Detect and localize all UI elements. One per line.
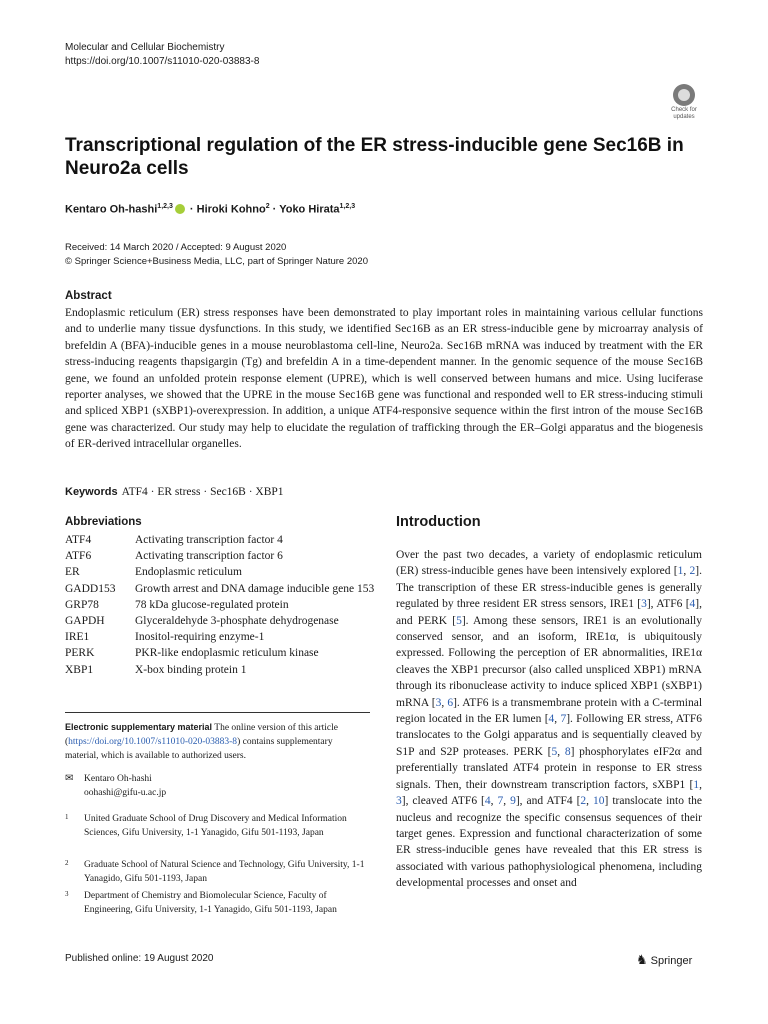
publisher-name: Springer (650, 955, 693, 967)
intro-text-run: , (503, 795, 511, 808)
citation-link[interactable]: 7 (560, 713, 567, 726)
intro-text-run: ], ATF6 [ (646, 598, 690, 611)
citation-link[interactable]: 4 (689, 598, 696, 611)
corresponding-email[interactable]: oohashi@gifu-u.ac.jp (84, 788, 167, 798)
journal-name: Molecular and Cellular Biochemistry (65, 42, 225, 53)
publisher-logo (636, 952, 692, 968)
abbreviation-definition: X-box binding protein 1 (135, 663, 247, 676)
corresponding-author: Kentaro Oh-hashi (84, 774, 152, 784)
author-affiliation-sup: 1,2,3 (157, 203, 173, 210)
affiliation-text: United Graduate School of Drug Discovery and Medical Information Sciences, Gifu University, 1-1 Yanagido, Gifu 501-1193, Japan (84, 814, 347, 838)
esm-label: Electronic supplementary material (65, 722, 213, 732)
abbreviation-definition: Activating transcription factor 6 (135, 550, 283, 563)
affiliation-number: 1 (65, 813, 69, 821)
badge-line-2: updates (673, 114, 695, 120)
keywords (65, 486, 284, 498)
author-separator: · (269, 203, 280, 216)
abbreviation-row (65, 532, 375, 548)
abbreviation-term: ATF4 (65, 534, 92, 546)
abbreviation-definition: PKR-like endoplasmic reticulum kinase (135, 647, 319, 660)
abbreviation-definition: Activating transcription factor 4 (135, 534, 283, 546)
abbreviation-term: IRE1 (65, 631, 90, 644)
footnote-divider (65, 712, 370, 713)
intro-text-run: , (557, 745, 565, 758)
article-title: Transcriptional regulation of the ER stress-inducible gene Sec16B in Neuro2a cells (65, 135, 684, 179)
affiliation-2 (65, 858, 365, 886)
abbreviation-term: GAPDH (65, 615, 105, 628)
author-affiliation-sup: 1,2,3 (339, 203, 356, 210)
affiliation-1 (65, 812, 365, 840)
author-name: Kentaro Oh-hashi (65, 203, 158, 216)
intro-text-run: ]. Following ER stress, ATF6 translocates to the Golgi apparatus and is sequentially cleaved by S1P and S2P proteases. PERK [ (396, 713, 702, 758)
intro-text-run: , (586, 795, 594, 808)
author-affiliation-sup: 2 (265, 203, 270, 210)
intro-text-run: Over the past two decades, a variety of endoplasmic reticulum (ER) stress-inducible genes have been intensively explored [ (396, 549, 702, 578)
abbreviation-term: XBP1 (65, 663, 94, 676)
author-list (65, 203, 355, 216)
abbreviation-definition: 78 kDa glucose-regulated protein (135, 598, 289, 611)
intro-text-run: ]. Among these sensors, IRE1 is an evolutionally conserved sensor, and an isoform, IRE1α, is ubiquitously expressed. Following the perception of ER abnormalities, IRE1α cleaves the XBP1 precursor (also called unspliced XBP1) mRNA through its ribonuclease activity to induce spliced XBP1 (sXBP1) mRNA [ (396, 614, 702, 709)
keywords-text: ATF4 · ER stress · Sec16B · XBP1 (121, 486, 284, 498)
citation-link[interactable]: 1 (677, 565, 684, 578)
abbreviation-row (65, 548, 375, 564)
affiliation-number: 2 (65, 859, 69, 867)
check-for-updates-icon (673, 84, 695, 106)
published-online: Published online: 19 August 2020 (65, 953, 214, 964)
journal-header (65, 41, 259, 69)
intro-text-run: ], cleaved ATF6 [ (401, 795, 485, 808)
abstract-heading: Abstract (65, 290, 112, 302)
abbreviations-table (65, 532, 375, 678)
esm-pre: The online version of this article ( (65, 723, 339, 747)
affiliation-text: Department of Chemistry and Biomolecular Science, Faculty of Engineering, Gifu University, 1-1 Yanagido, Gifu 501-1193, Japan (84, 891, 337, 915)
copyright: © Springer Science+Business Media, LLC, part of Springer Nature 2020 (65, 256, 368, 267)
intro-text-run: , (490, 795, 498, 808)
citation-link[interactable]: 4 (484, 795, 491, 808)
abbreviation-term: ATF6 (65, 550, 92, 563)
affiliation-3 (65, 889, 365, 917)
abbreviation-row (65, 613, 375, 629)
abbreviation-definition: Growth arrest and DNA damage inducible gene 153 (135, 582, 375, 595)
intro-text-run: , (554, 713, 561, 726)
citation-link[interactable]: 4 (548, 713, 555, 726)
citation-link[interactable]: 6 (447, 696, 454, 709)
introduction-heading: Introduction (396, 514, 481, 530)
abbreviation-term: GADD153 (65, 582, 116, 595)
abbreviation-term: GRP78 (65, 598, 99, 611)
intro-text-run: ]. The transcription of these ER stress-inducible genes is generally regulated by three resident ER stress sensors, IRE1 [ (396, 565, 702, 611)
article-doi[interactable]: https://doi.org/10.1007/s11010-020-03883-8 (65, 56, 260, 67)
intro-text-run: ], and PERK [ (396, 598, 702, 627)
abbreviation-term: ER (65, 566, 80, 579)
citation-link[interactable]: 5 (456, 614, 462, 627)
citation-link[interactable]: 5 (551, 745, 558, 758)
citation-link[interactable]: 9 (510, 795, 516, 808)
abbreviation-definition: Endoplasmic reticulum (135, 566, 242, 579)
esm-post: ) contains supplementary material, which is available to authorized users. (65, 737, 333, 761)
check-for-updates-badge[interactable] (664, 84, 704, 124)
intro-text-run: ] phosphorylates eIF2α and preferentially translated ATF4 protein in response to ER stress signals. Then, their downstream transcription factors, sXBP1 [ (396, 745, 703, 791)
envelope-icon: ✉ (65, 773, 74, 784)
esm-link[interactable]: https://doi.org/10.1007/s11010-020-03883-8 (68, 737, 238, 747)
intro-text-run: , (441, 696, 448, 709)
introduction-text (396, 547, 702, 892)
abbreviation-definition: Inositol-requiring enzyme-1 (135, 631, 265, 644)
abbreviation-row (65, 581, 375, 597)
supplementary-note (65, 720, 365, 763)
citation-link[interactable]: 8 (564, 745, 571, 758)
abbreviation-row (65, 597, 375, 613)
correspondence (65, 772, 166, 800)
abstract-text: Endoplasmic reticulum (ER) stress responses have been demonstrated to play important roles in maintaining various cellular functions and to underlie many tissue dysfunctions. In this study, we identified Sec16B as an ER stress-inducible gene by microarray analysis of brefeldin A (BFA)-inducible genes in a mouse neuroblastoma cell-line, Neuro2a. Sec16B mRNA was induced by treatment with the ER stress-inducing reagents thapsigargin (Tg) and brefeldin A in a time-dependent manner. In the genomic sequence of the mouse Sec16B gene, we found an unfolded protein response element (UPRE), which is well conserved between humans and mice. Using luciferase reporter analyses, we showed that the UPRE in the mouse Sec16B gene was functional and responded well to ER stress-inducing stimuli and spliced XBP1 (sXBP1)-overexpression. In addition, a unique ATF4-responsive sequence within the first intron of the mouse Sec16B gene was characterized. Our study may help to elucidate the regulation of trafficking through the ER–Golgi apparatus and the biogenesis of ER-derived intracellular organelles. (65, 307, 703, 451)
abbreviation-row (65, 564, 375, 580)
abbreviation-definition: Glyceraldehyde 3-phosphate dehydrogenase (135, 615, 339, 628)
author-name: Yoko Hirata (279, 203, 340, 216)
citation-link[interactable]: 1 (693, 778, 700, 791)
intro-text-run: ]. ATF6 is a transmembrane protein with a C-terminal region located in the ER lumen [ (396, 696, 703, 726)
abbreviation-row (65, 662, 375, 678)
abbreviation-row (65, 645, 375, 661)
abbreviations-heading: Abbreviations (65, 516, 142, 528)
citation-link[interactable]: 3 (435, 696, 442, 709)
citation-link[interactable]: 3 (641, 598, 647, 611)
citation-link[interactable]: 3 (396, 795, 402, 808)
abbreviation-row (65, 629, 375, 645)
citation-link[interactable]: 2 (580, 795, 587, 808)
received-accepted: Received: 14 March 2020 / Accepted: 9 August 2020 (65, 242, 287, 253)
author-name: Hiroki Kohno (196, 203, 266, 216)
intro-text-run: , (699, 778, 702, 791)
citation-link[interactable]: 10 (593, 795, 605, 808)
citation-link[interactable]: 7 (497, 795, 504, 808)
keywords-label: Keywords (65, 486, 118, 498)
springer-horse-icon: ♞ (636, 952, 648, 967)
badge-line-1: Check for (671, 107, 697, 113)
author-separator: · (186, 203, 197, 216)
citation-link[interactable]: 2 (689, 565, 696, 578)
abbreviation-term: PERK (65, 647, 95, 660)
orcid-icon[interactable] (175, 204, 185, 214)
article-dates (65, 241, 368, 269)
intro-text-run: , (683, 565, 690, 578)
affiliation-number: 3 (65, 890, 69, 898)
affiliation-text: Graduate School of Natural Science and Technology, Gifu University, 1-1 Yanagido, Gifu 501-1193, Japan (84, 860, 365, 884)
intro-text-run: ], and ATF4 [ (515, 795, 581, 808)
intro-text-run: ] translocate into the nucleus and recognize the specific consensus sequences of their target genes. Expression and functional characterization of some ER stress-inducible genes have revealed that this ER stress is associated with various pathophysiological phenomena, including developmental processes and onset and (396, 795, 702, 890)
